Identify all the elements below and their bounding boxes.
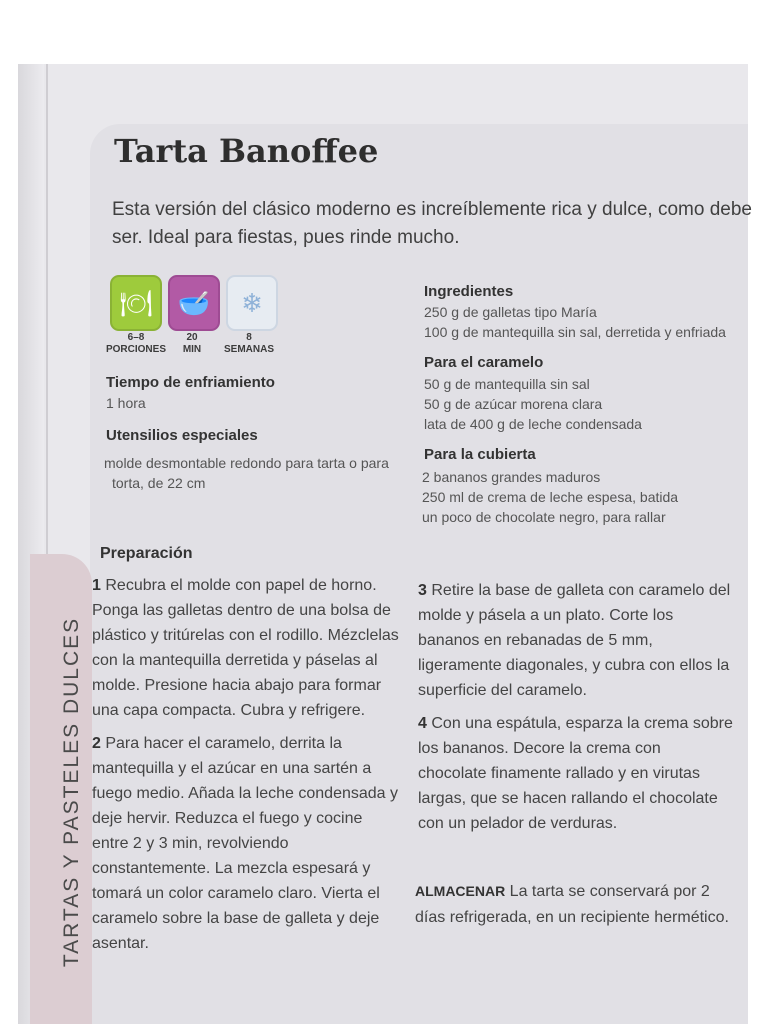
utensils-text: [104, 453, 414, 493]
step-3: [418, 578, 733, 703]
step-text: Retire la base de galleta con caramelo del molde y pásela a un plato. Corte los bananos en rebanadas de 5 mm, ligeramente diagonales, y cubra con ellos la superficie del caramelo.: [418, 582, 731, 699]
preparation-column-left: [92, 573, 402, 964]
ingredients-heading: Ingredientes: [424, 283, 514, 300]
topping-list: [422, 467, 732, 527]
topping-heading: Para la cubierta: [424, 446, 536, 463]
ingredient-item: 100 g de mantequilla sin sal, derretida y enfriada: [424, 324, 726, 340]
step-text: Con una espátula, esparza la crema sobre los bananos. Decore la crema con chocolate finamente rallado y en virutas largas, que se hacen rallando el chocolate con un pelador de verduras.: [418, 715, 733, 832]
step-number: 1: [92, 577, 101, 594]
step-2: [92, 731, 402, 956]
storage-text: La tarta se conservará por 2 días refrigerada, en un recipiente hermético.: [415, 883, 729, 926]
servings-value: 6–8: [127, 332, 145, 343]
ingredient-item: 50 g de mantequilla sin sal: [424, 376, 590, 392]
mixing-bowl-icon: 🥣: [168, 275, 220, 331]
prep-time-value: 20: [186, 332, 198, 343]
storage-note: [415, 878, 735, 931]
section-tab-label: TARTAS Y PASTELES DULCES: [60, 616, 83, 968]
step-text: Para hacer el caramelo, derrita la mantequilla y el azúcar en una sartén a fuego medio. Añada la leche condensada y deje hervir. Reduzca el fuego y cocine entre 2 y 3 min, revolviendo constantemente. La mezcla espesará y tomará un color caramelo claro. Vierta el caramelo sobre la base de galleta y deje asentar.: [92, 735, 399, 952]
step-number: 2: [92, 735, 101, 752]
step-number: 4: [418, 715, 427, 732]
storage-label: ALMACENAR: [415, 883, 506, 899]
ingredient-item: un poco de chocolate negro, para rallar: [422, 509, 666, 525]
ingredient-item: lata de 400 g de leche condensada: [424, 416, 642, 432]
step-text: Recubra el molde con papel de horno. Ponga las galletas dentro de una bolsa de plástico y tritúrelas con el rodillo. Mézclelas con la mantequilla derretida y páselas al molde. Presione hacia abajo para formar una capa compacta. Cubra y refrigere.: [92, 577, 399, 719]
ingredient-item: 2 bananos grandes maduros: [422, 469, 601, 485]
ingredient-item: 50 g de azúcar morena clara: [424, 396, 603, 412]
utensils-line: torta, de 22 cm: [112, 475, 206, 491]
freeze-label: [220, 332, 278, 356]
servings-label: [104, 332, 168, 356]
section-tab: [30, 554, 92, 1024]
cooling-text: 1 hora: [106, 395, 146, 411]
freeze-value: 8: [246, 332, 252, 343]
ingredient-item: 250 ml de crema de leche espesa, batida: [422, 489, 679, 505]
step-number: 3: [418, 582, 427, 599]
caramel-list: [424, 374, 734, 434]
recipe-title: Tarta Banoffee: [114, 132, 379, 170]
cooling-heading: Tiempo de enfriamiento: [106, 374, 275, 391]
step-4: [418, 711, 733, 836]
freeze-unit: SEMANAS: [223, 344, 274, 355]
utensils-heading: Utensilios especiales: [106, 427, 258, 444]
recipe-intro: Esta versión del clásico moderno es increíblemente rica y dulce, como debe ser. Ideal para fiestas, pues rinde mucho.: [112, 199, 752, 248]
preparation-column-right: [418, 578, 733, 844]
ingredient-item: 250 g de galletas tipo María: [424, 304, 597, 320]
utensils-line: molde desmontable redondo para tarta o para: [104, 455, 389, 471]
step-1: [92, 573, 402, 723]
prep-time-unit: MIN: [182, 344, 202, 355]
prep-time-label: [176, 332, 208, 356]
preparation-heading: Preparación: [100, 545, 193, 562]
plate-cutlery-icon: 🍽: [110, 275, 162, 331]
servings-unit: PORCIONES: [105, 344, 166, 355]
caramel-heading: Para el caramelo: [424, 354, 544, 371]
snowflake-icon: ❄: [226, 275, 278, 331]
ingredients-list: [424, 302, 734, 342]
